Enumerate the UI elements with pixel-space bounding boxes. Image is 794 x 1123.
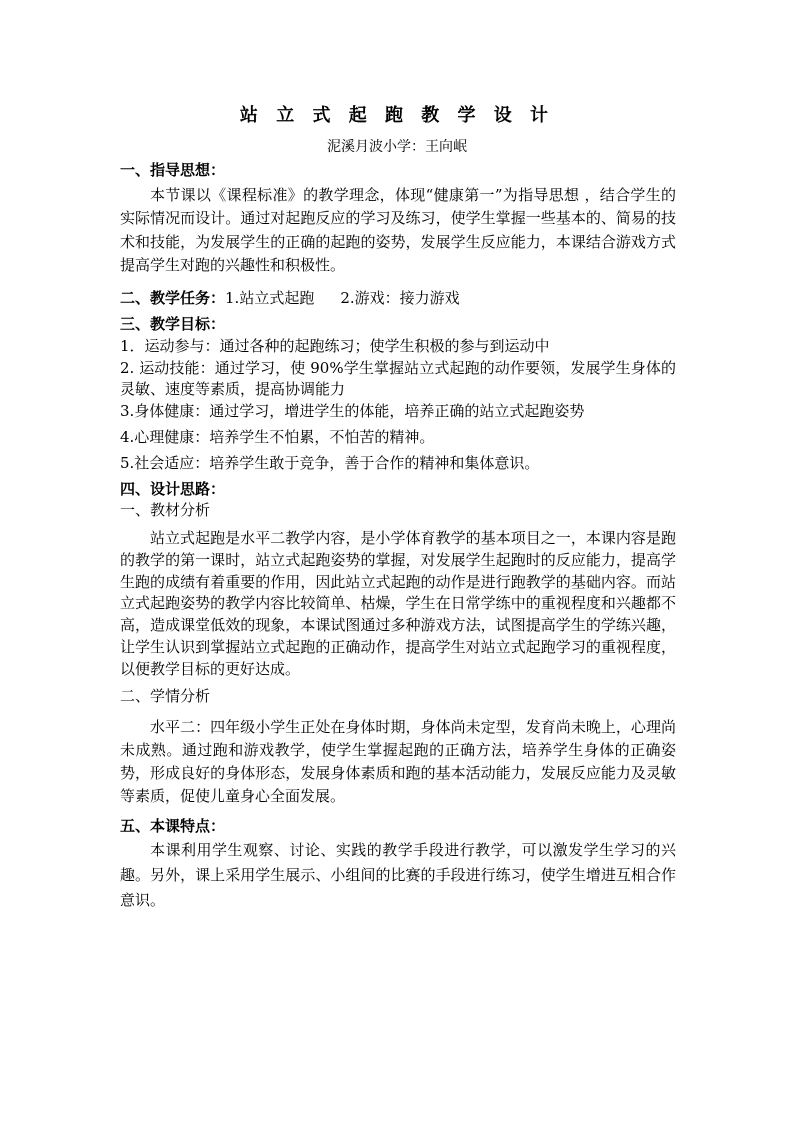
section-2-line <box>120 288 676 308</box>
section-1-heading: 一、指导思想： <box>120 161 226 179</box>
material-analysis-body: 站立式起跑是水平二教学内容，是小学体育教学的基本项目之一，本课内容是跑的教学的第一课时，站立式起跑姿势的掌握，对发展学生起跑时的反应能力，提高学生跑的成绩有着重要的作用，因此站立式起跑的动作是进行跑教学的基础内容。而站立式起跑姿势的教学内容比较简单、枯燥，学生在日常学练中的重视程度和兴趣都不高，造成课堂低效的现象，本课试图通过多种游戏方法，试图提高学生的学练兴趣，让学生认识到掌握站立式起跑的正确动作，提高学生对站立式起跑学习的重视程度，以便教学目标的更好达成。 <box>120 529 676 678</box>
document-title: 站 立 式 起 跑 教 学 设 计 <box>239 105 555 126</box>
objective-1: 1．运动参与：通过各种的起跑练习；使学生积极的参与到运动中 <box>120 337 550 355</box>
section-1-body: 本节课以《课程标准》的教学理念，体现“健康第一”为指导思想 ，结合学生的实际情况而设计。通过对起跑反应的学习及练习，使学生掌握一些基本的、简易的技术和技能，为发展学生的正确的起跑的姿势，发展学生反应能力，本课结合游戏方式提高学生对跑的兴趣性和积极性。 <box>120 186 676 274</box>
material-analysis-heading: 一、教材分析 <box>120 501 211 519</box>
section-4-heading: 四、设计思路： <box>120 480 226 498</box>
objective-5: 5.社会适应：培养学生敢于竞争，善于合作的精神和集体意识。 <box>120 454 540 472</box>
task-2: 2.游戏：接力游戏 <box>340 289 460 307</box>
objective-2: 2. 运动技能：通过学习，使 90%学生掌握站立式起跑的动作要领，发展学生身体的灵敏、速度等素质，提高协调能力 <box>120 359 676 398</box>
learner-analysis-heading: 二、学情分析 <box>120 687 211 705</box>
section-3-heading: 三、教学目标： <box>120 315 226 333</box>
learner-analysis-body: 水平二：四年级小学生正处在身体时期，身体尚未定型，发育尚未晚上，心理尚未成熟。通过跑和游戏教学，使学生掌握起跑的正确方法，培养学生身体的正确姿势，形成良好的身体形态，发展身体素质和跑的基本活动能力，发展反应能力及灵敏等素质，促使儿童身心全面发展。 <box>120 718 676 805</box>
section-5-heading: 五、本课特点： <box>120 817 226 835</box>
section-2-heading: 二、教学任务： <box>120 289 226 307</box>
document-author: 泥溪月波小学：王向岷 <box>327 139 467 155</box>
section-5-body: 本课利用学生观察、讨论、实践的教学手段进行教学，可以激发学生学习的兴趣。另外，课上采用学生展示、小组间的比赛的手段进行练习，使学生增进互相合作意识。 <box>120 841 676 909</box>
objective-3: 3.身体健康：通过学习，增进学生的体能，培养正确的站立式起跑姿势 <box>120 402 585 420</box>
task-1: 1.站立式起跑 <box>225 289 315 307</box>
objective-4: 4.心理健康：培养学生不怕累，不怕苦的精神。 <box>120 428 435 446</box>
